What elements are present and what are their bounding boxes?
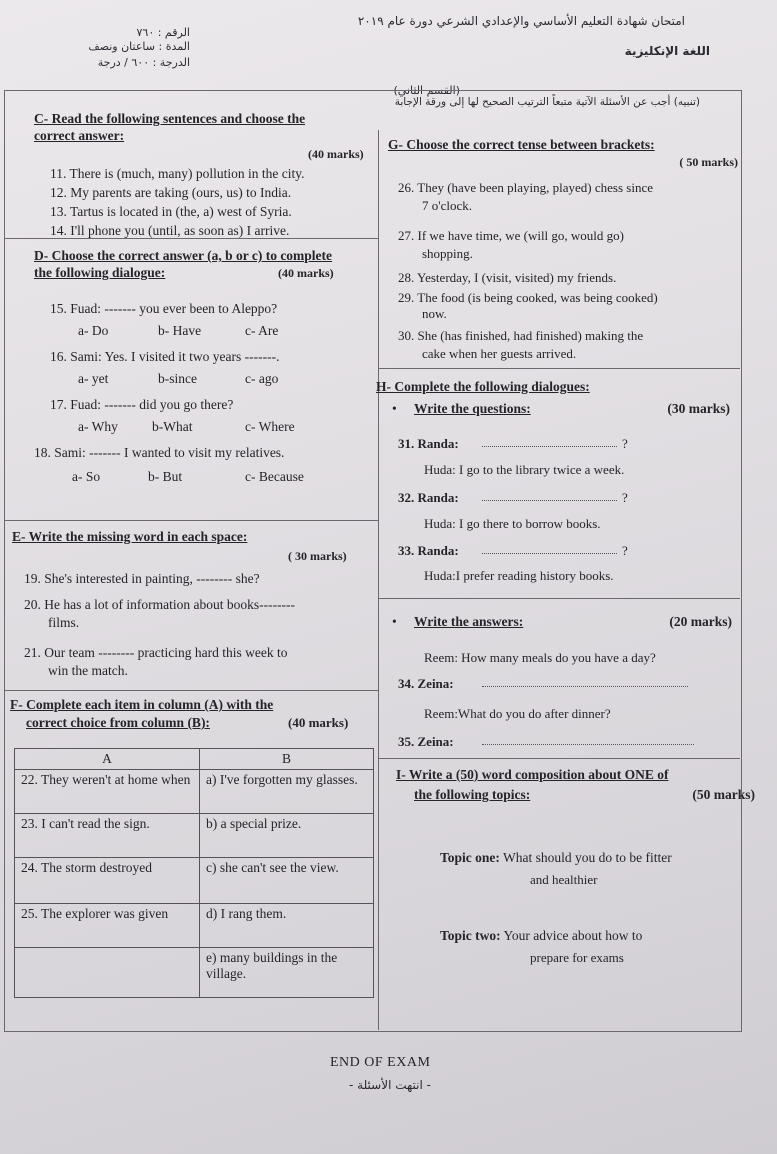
section-f-marks: (40 marks)	[288, 715, 349, 730]
section-h-title: H- Complete the following dialogues:	[376, 379, 590, 394]
topic-two-cont: prepare for exams	[530, 950, 624, 965]
q18-option-a: a- So	[72, 469, 101, 484]
q17-option-b: b-What	[152, 419, 193, 434]
column-a-header: A	[15, 749, 200, 770]
question-32-label: 32. Randa:	[398, 490, 459, 505]
q17-option-a: a- Why	[78, 419, 118, 434]
divider-h-sub	[378, 598, 740, 599]
match-item-a: 24. The storm destroyed	[15, 858, 200, 904]
answer-33: Huda:I prefer reading history books.	[424, 568, 614, 583]
question-20-cont: films.	[48, 615, 80, 630]
match-item-b: c) she can't see the view.	[200, 858, 374, 904]
answer-31: Huda: I go to the library twice a week.	[424, 462, 625, 477]
question-26: 26. They (have been playing, played) chess since	[398, 180, 653, 195]
section-i-marks: (50 marks)	[692, 787, 755, 802]
question-30: 30. She (has finished, had finished) making the	[398, 328, 644, 343]
reem-question-35: Reem:What do you do after dinner?	[424, 706, 611, 721]
section-i-title: I- Write a (50) word composition about ONE of	[396, 767, 669, 782]
question-13: 13. Tartus is located in (the, a) west of Syria.	[50, 204, 292, 219]
divider-g-h	[378, 368, 740, 369]
section-c-marks: (40 marks)	[308, 147, 364, 161]
end-arabic: - انتهت الأسئلة -	[349, 1078, 431, 1092]
question-19: 19. She's interested in painting, -------- she?	[24, 571, 260, 586]
section-e-title: E- Write the missing word in each space:	[12, 529, 248, 544]
topic-one: Topic one: What should you do to be fitter	[440, 850, 672, 865]
instruction-arabic: (تنبيه) أجب عن الأسئلة الآتية متبعاً الترتيب الصحيح لها إلى ورقة الإجابة	[394, 96, 700, 108]
topic-one-cont: and healthier	[530, 872, 598, 887]
table-row	[15, 858, 374, 904]
table-row	[15, 770, 374, 814]
match-item-a: 25. The explorer was given	[15, 904, 200, 948]
divider-d-e	[4, 520, 378, 521]
match-item-b: b) a special prize.	[200, 814, 374, 858]
question-17: 17. Fuad: ------- did you go there?	[50, 397, 234, 412]
q18-option-c: c- Because	[245, 469, 304, 484]
table-header-row	[15, 749, 374, 770]
question-11: 11. There is (much, many) pollution in the city.	[50, 166, 305, 181]
matching-table	[14, 748, 374, 998]
q15-option-a: a- Do	[78, 323, 109, 338]
match-item-a	[15, 948, 200, 998]
answer-32: Huda: I go there to borrow books.	[424, 516, 601, 531]
question-27-cont: shopping.	[422, 246, 473, 261]
write-answers-label: Write the answers:	[414, 614, 524, 629]
question-31-blank[interactable]	[482, 446, 617, 447]
table-row	[15, 814, 374, 858]
write-questions-marks: (30 marks)	[667, 401, 730, 416]
section-e-marks: ( 30 marks)	[288, 549, 347, 563]
question-31-label: 31. Randa:	[398, 436, 459, 451]
bullet-icon: •	[392, 614, 397, 629]
column-divider	[378, 130, 379, 1030]
question-30-cont: cake when her guests arrived.	[422, 346, 577, 361]
question-29-cont: now.	[422, 306, 447, 321]
section-i-title-2: the following topics:	[414, 787, 531, 802]
question-15: 15. Fuad: ------- you ever been to Aleppo?	[50, 301, 278, 316]
match-item-b: a) I've forgotten my glasses.	[200, 770, 374, 814]
question-35-label: 35. Zeina:	[398, 734, 454, 749]
question-28: 28. Yesterday, I (visit, visited) my friends.	[398, 270, 617, 285]
question-14: 14. I'll phone you (until, as soon as) I arrive.	[50, 223, 290, 238]
second-section-label: (القسم الثاني)	[393, 84, 460, 97]
divider-e-f	[4, 690, 378, 691]
table-row	[15, 948, 374, 998]
question-32-mark: ?	[622, 490, 628, 505]
q15-option-b: b- Have	[158, 323, 202, 338]
subject-arabic: اللغة الإنكليزية	[624, 44, 710, 58]
reem-question-34: Reem: How many meals do you have a day?	[424, 650, 656, 665]
section-g-marks: ( 50 marks)	[679, 155, 738, 169]
q15-option-c: c- Are	[245, 323, 279, 338]
question-33-mark: ?	[622, 543, 628, 558]
answer-35-blank[interactable]	[482, 744, 694, 745]
question-26-cont: 7 o'clock.	[422, 198, 472, 213]
q17-option-c: c- Where	[245, 419, 295, 434]
question-29: 29. The food (is being cooked, was being cooked)	[398, 290, 658, 305]
number-label: الرقم : ٧٦٠	[136, 26, 190, 39]
q18-option-b: b- But	[148, 469, 183, 484]
question-33-label: 33. Randa:	[398, 543, 459, 558]
question-20: 20. He has a lot of information about books--------	[24, 597, 296, 612]
question-32-blank[interactable]	[482, 500, 617, 501]
match-item-b: e) many buildings in the village.	[200, 948, 374, 998]
question-12: 12. My parents are taking (ours, us) to India.	[50, 185, 292, 200]
topic-two: Topic two: Your advice about how to	[440, 928, 643, 943]
answer-34-blank[interactable]	[482, 686, 688, 687]
end-of-exam: END OF EXAM	[330, 1055, 431, 1070]
section-d-marks: (40 marks)	[278, 266, 334, 280]
question-21-cont: win the match.	[48, 663, 128, 678]
table-row	[15, 904, 374, 948]
question-34-label: 34. Zeina:	[398, 676, 454, 691]
column-b-header: B	[200, 749, 374, 770]
q16-option-c: c- ago	[245, 371, 279, 386]
question-27: 27. If we have time, we (will go, would go)	[398, 228, 625, 243]
section-f-title-2: correct choice from column (B):	[26, 715, 210, 730]
write-answers-marks: (20 marks)	[669, 614, 732, 629]
section-c-title: C- Read the following sentences and choose the correct answer:	[34, 111, 306, 143]
q16-option-a: a- yet	[78, 371, 109, 386]
question-31-mark: ?	[622, 436, 628, 451]
section-f-title: F- Complete each item in column (A) with the	[10, 697, 274, 712]
write-questions-label: Write the questions:	[414, 401, 531, 416]
grade-label: الدرجة : ٦٠٠ / درجة	[97, 56, 190, 69]
q16-option-b: b-since	[158, 371, 197, 386]
match-item-b: d) I rang them.	[200, 904, 374, 948]
question-18: 18. Sami: ------- I wanted to visit my relatives.	[34, 445, 285, 460]
duration-label: المدة : ساعتان ونصف	[88, 40, 190, 53]
exam-title-arabic: امتحان شهادة التعليم الأساسي والإعدادي الشرعي دورة عام ٢٠١٩	[357, 14, 685, 28]
question-16: 16. Sami: Yes. I visited it two years -------.	[50, 349, 280, 364]
match-item-a: 22. They weren't at home when	[15, 770, 200, 814]
section-g-title: G- Choose the correct tense between brackets:	[388, 137, 655, 152]
section-d-title: D- Choose the correct answer (a, b or c) to complete the following dialogue:	[34, 248, 333, 280]
question-33-blank[interactable]	[482, 553, 617, 554]
divider-h-i	[378, 758, 740, 759]
match-item-a: 23. I can't read the sign.	[15, 814, 200, 858]
bullet-icon: •	[392, 401, 397, 416]
question-21: 21. Our team -------- practicing hard this week to	[24, 645, 288, 660]
